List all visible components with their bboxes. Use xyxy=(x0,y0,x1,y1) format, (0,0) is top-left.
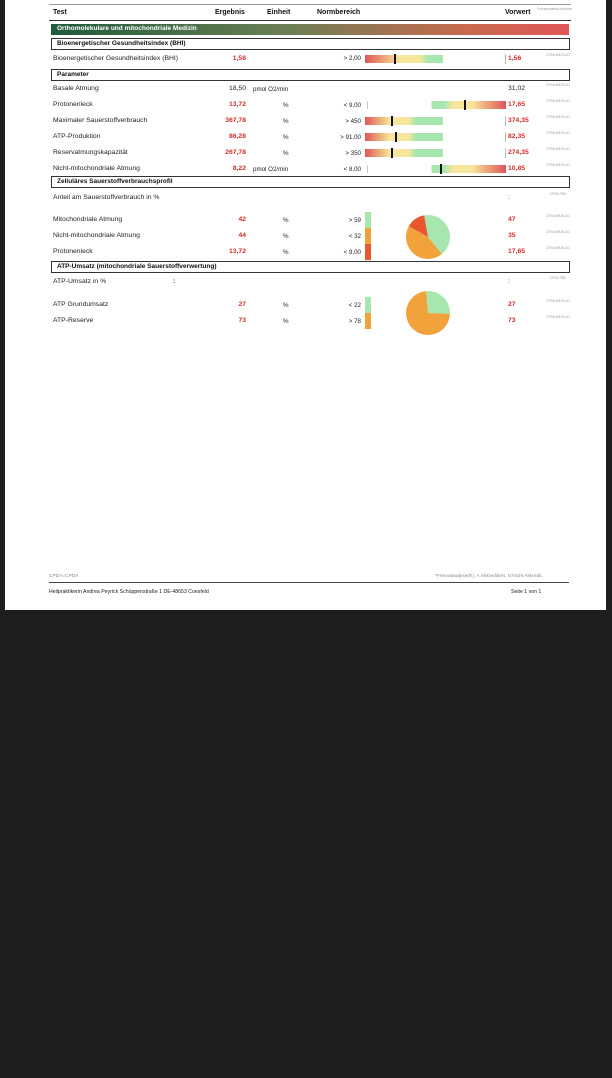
parameter-row-gauge-marker xyxy=(440,164,442,174)
bhi-gauge-bar xyxy=(365,55,443,63)
parameter-row-gauge-marker xyxy=(395,132,397,142)
atp-row-range: > 78 xyxy=(348,317,361,325)
zellular-row-range: > 59 xyxy=(348,216,361,224)
col-header-result: Ergebnis xyxy=(215,9,245,16)
zellular-row-unit: % xyxy=(283,248,289,256)
zellular-row-previous: 47 xyxy=(508,216,516,223)
parameter-row-value: 86,28 xyxy=(228,133,246,140)
section-parameter-title: Parameter xyxy=(57,71,89,78)
parameter-row-gauge-bar xyxy=(367,165,506,173)
parameter-row-label: Reservatmungskapazität xyxy=(53,149,128,156)
parameter-row-label: Nicht-mitochondriale Atmung xyxy=(53,165,140,172)
parameter-row-gauge-marker xyxy=(464,100,466,110)
parameter-row-gauge-marker xyxy=(391,116,393,126)
atp-row-value: 27 xyxy=(238,301,246,308)
footer-rule xyxy=(49,582,569,583)
atp-row-unit: % xyxy=(283,301,289,309)
section-zellular xyxy=(51,176,570,188)
parameter-row-value: 8,22 xyxy=(232,165,246,172)
parameter-row-sample: CPDA MA/TLAO xyxy=(546,163,570,167)
band-title-bar xyxy=(51,24,569,35)
parameter-row-unit: % xyxy=(283,117,289,125)
lab-report-page xyxy=(5,0,606,610)
zellular-row-sample: CPDA MA/TLAO xyxy=(546,214,570,218)
bhi-value: 1,58 xyxy=(232,55,246,62)
zellular-pie-chart xyxy=(405,214,451,260)
col-header-previous: Vorwert xyxy=(505,9,531,16)
parameter-row-value: 367,78 xyxy=(225,117,246,124)
parameter-row-gauge-marker xyxy=(391,148,393,158)
atp-row-unit: % xyxy=(283,317,289,325)
col-header-test: Test xyxy=(53,9,67,16)
col-header-sample: Probenmaterial Methode xyxy=(537,7,572,11)
zellular-subtitle-sample: CPDA PBS xyxy=(550,192,566,196)
bhi-range: > 2,00 xyxy=(343,55,361,62)
atp-pie-chart xyxy=(405,290,451,336)
atp-row-color-bar xyxy=(365,297,371,313)
parameter-row-label: Basale Atmung xyxy=(53,85,99,92)
atp-row-label: ATP-Reserve xyxy=(53,317,94,324)
zellular-row-color-bar xyxy=(365,244,371,260)
atp-subtitle: ATP-Umsatz in % xyxy=(53,278,107,285)
zellular-row-previous: 17,65 xyxy=(508,248,526,255)
parameter-row-range: > 91,00 xyxy=(340,133,361,141)
zellular-row-previous: 35 xyxy=(508,232,516,239)
parameter-row-unit: % xyxy=(283,101,289,109)
top-rule xyxy=(49,4,571,5)
zellular-subtitle: Anteil am Sauerstoffverbrauch in % xyxy=(53,194,160,201)
previous-separator xyxy=(505,116,506,126)
parameter-row-value: 267,78 xyxy=(225,149,246,156)
zellular-subtitle-previous: : xyxy=(508,194,510,201)
parameter-row-previous: 17,65 xyxy=(508,101,526,108)
zellular-row-unit: % xyxy=(283,232,289,240)
atp-row-color-bar xyxy=(365,313,371,329)
parameter-row-range: > 450 xyxy=(345,117,361,125)
parameter-row-sample: CPDA MA/TLAO xyxy=(546,83,570,87)
atp-row-sample: CPDA MA/TLAO xyxy=(546,315,570,319)
section-bhi-title: Bioenergetischer Gesundheitsindex (BHI) xyxy=(57,40,186,47)
parameter-row-gauge-bar xyxy=(365,149,443,157)
parameter-row-previous: 10,85 xyxy=(508,165,526,172)
atp-row-previous: 27 xyxy=(508,301,516,308)
zellular-row-label: Protonenleck xyxy=(53,248,93,255)
parameter-row-range: < 8,00 xyxy=(343,165,361,173)
col-header-range: Normbereich xyxy=(317,9,361,16)
atp-row-previous: 73 xyxy=(508,317,516,324)
zellular-row-label: Nicht-mitochondriale Atmung xyxy=(53,232,140,239)
section-atp-title: ATP-Umsatz (mitochondriale Sauerstoffverwertung) xyxy=(57,263,217,270)
parameter-row-label: Maximaler Sauerstoffverbrauch xyxy=(53,117,148,124)
parameter-row-range: < 9,00 xyxy=(343,101,361,109)
zellular-row-color-bar xyxy=(365,228,371,244)
zellular-row-value: 44 xyxy=(238,232,246,239)
parameter-row-value: 18,50 xyxy=(228,85,246,92)
parameter-row-range: > 350 xyxy=(345,149,361,157)
parameter-row-previous: 31,02 xyxy=(508,85,526,92)
previous-separator xyxy=(505,54,506,64)
atp-row-sample: CPDA MA/TLAO xyxy=(546,299,570,303)
atp-subtitle-sample: CPDA PBS xyxy=(550,276,566,280)
zellular-row-value: 42 xyxy=(238,216,246,223)
parameter-row-gauge-bar xyxy=(365,117,443,125)
zellular-row-unit: % xyxy=(283,216,289,224)
header-rule xyxy=(49,20,571,21)
footer-address: Heilpraktikerin Andrea Peyrick Schüppenstraße 1 DE-48653 Coesfeld xyxy=(49,589,209,595)
parameter-row-label: Protonenleck xyxy=(53,101,93,108)
bhi-label: Bioenergetischer Gesundheitsindex (BHI) xyxy=(53,55,179,62)
footer-page: Seite 1 von 1 xyxy=(511,589,542,595)
zellular-row-range: < 9,00 xyxy=(343,248,361,256)
parameter-row-previous: 82,35 xyxy=(508,133,526,140)
footer-note: *Fremdanalyse(R), A:Akkreditiert, N:Nicht Akkredit. xyxy=(435,574,543,579)
parameter-row-sample: CPDA MA/TLAO xyxy=(546,99,570,103)
parameter-row-value: 13,72 xyxy=(228,101,246,108)
parameter-row-sample: CPDA MA/TLAO xyxy=(546,147,570,151)
parameter-row-previous: 274,35 xyxy=(508,149,529,156)
section-parameter xyxy=(51,69,570,81)
zellular-row-sample: CPDA MA/TLAO xyxy=(546,230,570,234)
parameter-row-gauge-bar xyxy=(365,133,443,141)
previous-separator xyxy=(505,132,506,142)
section-bhi xyxy=(51,38,570,50)
band-title: Orthomolekulare und mitochondriale Medizin xyxy=(57,25,197,32)
footer-code: CPDA=CPDA xyxy=(49,574,79,579)
parameter-row-label: ATP-Produktion xyxy=(53,133,101,140)
zellular-row-range: < 32 xyxy=(348,232,361,240)
parameter-row-unit: pmol O2/min xyxy=(253,85,289,93)
zellular-row-sample: CPDA MA/TLAO xyxy=(546,246,570,250)
bhi-previous: 1,56 xyxy=(508,55,522,62)
parameter-row-sample: CPDA MA/TLAO xyxy=(546,115,570,119)
bhi-sample: CPDA MA/TLAO xyxy=(546,53,570,57)
parameter-row-previous: 374,35 xyxy=(508,117,529,124)
parameter-row-unit: pmol O2/min xyxy=(253,165,289,173)
pie-slice xyxy=(426,291,450,314)
atp-row-value: 73 xyxy=(238,317,246,324)
parameter-row-gauge-bar xyxy=(367,101,506,109)
parameter-row-unit: % xyxy=(283,149,289,157)
col-header-unit: Einheit xyxy=(267,9,291,16)
section-zellular-title: Zelluläres Sauerstoffverbrauchsprofil xyxy=(57,178,173,185)
zellular-row-label: Mitochondriale Atmung xyxy=(53,216,123,223)
atp-row-label: ATP Grundumsatz xyxy=(53,301,109,308)
zellular-row-color-bar xyxy=(365,212,371,228)
parameter-row-unit: % xyxy=(283,133,289,141)
atp-subtitle-previous: : xyxy=(508,278,510,285)
section-atp xyxy=(51,261,570,273)
bhi-gauge-marker xyxy=(394,54,396,64)
previous-separator xyxy=(505,148,506,158)
parameter-row-sample: CPDA MA/TLAO xyxy=(546,131,570,135)
atp-row-range: < 22 xyxy=(348,301,361,309)
atp-subtitle-colon: : xyxy=(173,278,176,285)
zellular-row-value: 13,72 xyxy=(228,248,246,255)
